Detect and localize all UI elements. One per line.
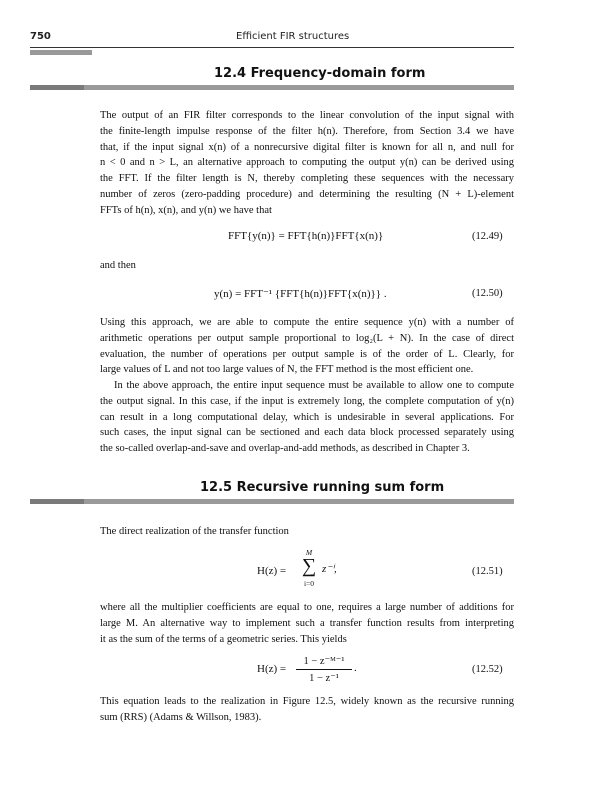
equation-number-12-49: (12.49) (472, 231, 503, 242)
text-line: The output of an FIR filter corresponds to the linear convolution of the input signal with (100, 110, 514, 121)
section-rule-12-4 (30, 85, 514, 90)
paragraph-direct-realization (100, 524, 514, 540)
text-line: sum (RRS) (Adams & Willson, 1983). (100, 711, 262, 723)
section-rule-12-5 (30, 499, 514, 504)
text-line: the FFT. If the filter length is N, thereby completing these sequences with the necessary (100, 173, 514, 185)
equation-number-12-51: (12.51) (472, 566, 503, 577)
paragraph-rrs (100, 694, 514, 726)
header-rule (30, 47, 514, 48)
equation-12-51-sum (297, 548, 321, 592)
text-line: it as the sum of the terms of a geometric series. This yields (100, 633, 347, 645)
text-line: This equation leads to the realization in Figure 12.5, widely known as the recursive running (100, 696, 514, 707)
text-line: such cases, the input signal can be sectioned and each data block processed separately using (100, 427, 514, 439)
text-line: the output signal. In this case, if the input is extremely long, the complete computation of y(n) (100, 395, 514, 407)
summation-sign-icon: ∑ (301, 555, 317, 577)
equation-12-52-lhs: H(z) = (257, 663, 287, 675)
text-line: large values of L and not too large values of N, the FFT method is the most efficient one. (100, 364, 474, 376)
text-line: arithmetic operations per output sample proportional to log₂(L + N). In the case of direct (100, 332, 514, 344)
text-line: number of zeros (zero-padding procedure) and determining the resulting (N + L)-element (100, 188, 514, 200)
text-line: The direct realization of the transfer function (100, 526, 289, 537)
sum-upper-limit: M (305, 548, 313, 557)
text-line: and then (100, 260, 136, 271)
text-line: Using this approach, we are able to compute the entire sequence y(n) with a number of (100, 317, 514, 328)
equation-number-12-52: (12.52) (472, 664, 503, 675)
equation-12-51-term: z⁻ⁱ, (322, 563, 337, 575)
section-title-12-5: 12.5 Recursive running sum form (200, 480, 445, 495)
section-rule-accent-12-5 (30, 499, 84, 504)
text-line: evaluation, the number of operations per output sample is of the order of L. Clearly, for (100, 348, 514, 360)
sum-lower-limit: i=0 (303, 579, 315, 588)
paragraph-overlap-methods (100, 378, 514, 457)
text-line: that, if the input signal x(n) of a nonrecursive digital filter is known for all n, and null for (100, 141, 514, 153)
text-line: FFTs of h(n), x(n), and y(n) we have that (100, 204, 272, 216)
equation-12-52-trail: . (354, 662, 357, 674)
text-line: n < 0 and n > L, an alternative approach to computing the output y(n) can be derived using (100, 157, 514, 169)
text-line: the so-called overlap-and-save and overlap-and-add methods, as described in Chapter 3. (100, 443, 470, 455)
equation-number-12-50: (12.50) (472, 288, 503, 299)
text-line: where all the multiplier coefficients are equal to one, requires a large number of additions for (100, 602, 514, 613)
section-rule-accent-12-4 (30, 85, 84, 90)
equation-12-51-lhs: H(z) = (257, 565, 287, 577)
paragraph-fft-cost (100, 315, 514, 378)
paragraph-geometric-series (100, 600, 514, 647)
equation-12-49: FFT{y(n)} = FFT{h(n)}FFT{x(n)} (228, 230, 384, 242)
section-title-12-4: 12.4 Frequency-domain form (214, 66, 426, 81)
text-line: can result in a long computational delay, which is undesirable in several applications. For (100, 411, 514, 423)
paragraph-and-then (100, 258, 514, 274)
paragraph-fft-intro (100, 108, 514, 219)
equation-12-50: y(n) = FFT⁻¹ {FFT{h(n)}FFT{x(n)}} . (214, 288, 387, 300)
text-line: large M. An alternative way to implement such a transfer function results from interpreting (100, 617, 514, 629)
fraction-numerator: 1 − z⁻ᴹ⁻¹ (303, 656, 345, 667)
fraction-bar (296, 669, 352, 670)
header-accent-bar (30, 50, 92, 55)
running-title: Efficient FIR structures (236, 31, 350, 42)
fraction-denominator: 1 − z⁻¹ (309, 673, 339, 684)
text-line: the finite-length impulse response of the filter h(n). Therefore, from Section 3.4 we have (100, 125, 514, 137)
text-line: In the above approach, the entire input sequence must be available to allow one to compute (114, 380, 514, 391)
page-number: 750 (30, 31, 51, 42)
